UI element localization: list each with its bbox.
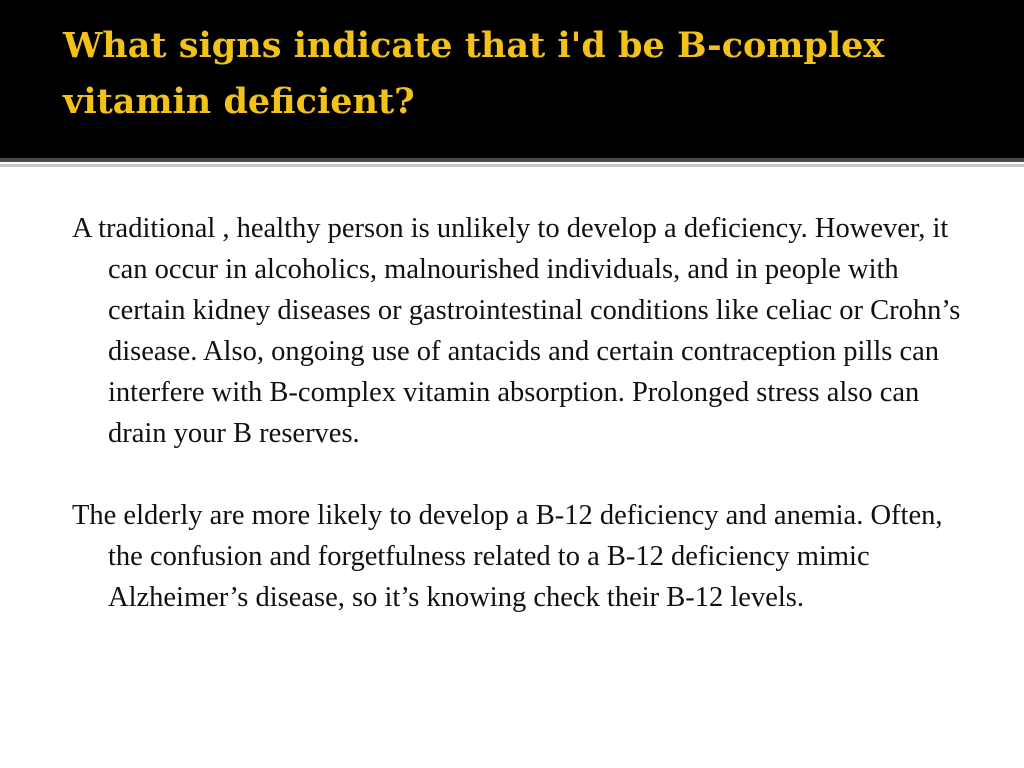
title-divider-dark [0, 158, 1024, 162]
body-paragraph-1: A traditional , healthy person is unlikely to develop a deficiency. However, it can occur in alcoholics, malnourished individuals, and in people with certain kidney diseases or gastrointestinal conditions like celiac or Crohn’s disease. Also, ongoing use of antacids and certain contraception pills can interfere with B-complex vitamin absorption. Prolonged stress also can drain your B reserves. [72, 213, 961, 449]
title-divider-light [0, 164, 1024, 167]
slide-title: What signs indicate that i'd be B-complex vitamin deficient? [63, 25, 885, 122]
title-bar [0, 0, 1024, 158]
slide-body [72, 208, 967, 618]
body-paragraph-2: The elderly are more likely to develop a B-12 deficiency and anemia. Often, the confusion and forgetfulness related to a B-12 deficiency mimic Alzheimer’s disease, so it’s knowing check their B-12 levels. [72, 500, 943, 613]
